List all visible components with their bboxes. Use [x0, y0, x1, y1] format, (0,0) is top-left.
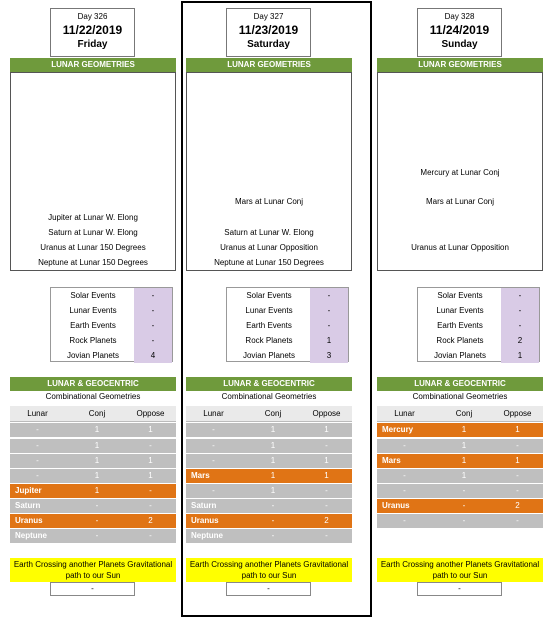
cell-conj: 1 — [270, 425, 276, 434]
cell-lunar: Uranus — [15, 516, 43, 525]
lunar-geometry-item: Uranus at Lunar Opposition — [411, 243, 509, 252]
event-count: 4 — [134, 348, 172, 363]
event-label: Rock Planets — [245, 336, 293, 345]
table-header — [377, 406, 543, 422]
cell-oppose: - — [325, 501, 328, 510]
earth-crossing-value[interactable]: - — [50, 582, 135, 596]
day-weekday: Friday — [77, 39, 108, 50]
cell-conj: - — [95, 531, 99, 540]
table-row[interactable] — [10, 423, 176, 437]
day-weekday: Sunday — [441, 39, 478, 50]
table-row[interactable] — [10, 454, 176, 468]
table-row[interactable] — [377, 423, 543, 437]
cell-conj: - — [271, 516, 275, 525]
table-row[interactable] — [10, 514, 176, 528]
cell-oppose: - — [516, 441, 519, 450]
earth-crossing-note: Earth Crossing another Planets Gravitational path to our Sun — [186, 558, 352, 582]
header-lunar: Lunar — [203, 409, 224, 418]
combinational-title: Combinational Geometries — [412, 392, 508, 401]
combinational-title: Combinational Geometries — [221, 392, 317, 401]
cell-conj: 1 — [461, 441, 467, 450]
table-row[interactable] — [186, 469, 352, 483]
geocentric-bar: LUNAR & GEOCENTRIC — [10, 377, 176, 391]
event-count: 1 — [310, 333, 348, 348]
day-header[interactable] — [50, 8, 135, 57]
table-header — [186, 406, 352, 422]
cell-oppose: - — [325, 486, 328, 495]
cell-conj: - — [462, 486, 466, 495]
table-row[interactable] — [10, 499, 176, 513]
event-label: Lunar Events — [245, 306, 293, 315]
cell-oppose: - — [516, 471, 519, 480]
event-row — [418, 348, 539, 363]
cell-lunar: Neptune — [191, 531, 223, 540]
geocentric-bar: LUNAR & GEOCENTRIC — [377, 377, 543, 391]
cell-lunar: Mercury — [382, 425, 414, 434]
day-number: Day 328 — [444, 12, 475, 21]
event-count: 3 — [310, 348, 348, 363]
event-label: Jovian Planets — [66, 351, 120, 360]
cell-lunar: Mars — [382, 456, 401, 465]
lunar-geometry-item: Uranus at Lunar Opposition — [220, 243, 318, 252]
events-summary — [417, 287, 540, 362]
event-count: - — [310, 318, 348, 333]
event-label: Rock Planets — [436, 336, 484, 345]
cell-lunar: Uranus — [191, 516, 219, 525]
table-row[interactable] — [186, 439, 352, 453]
cell-lunar: - — [36, 471, 39, 480]
table-row[interactable] — [186, 454, 352, 468]
event-label: Jovian Planets — [242, 351, 296, 360]
header-oppose: Oppose — [503, 409, 532, 418]
earth-crossing-note: Earth Crossing another Planets Gravitational path to our Sun — [377, 558, 543, 582]
header-oppose: Oppose — [312, 409, 341, 418]
table-row[interactable] — [186, 529, 352, 543]
event-row — [227, 348, 348, 363]
cell-lunar: - — [403, 516, 406, 525]
day-number: Day 327 — [253, 12, 284, 21]
day-number: Day 326 — [77, 12, 108, 21]
cell-oppose: 1 — [515, 425, 520, 434]
lunar-geometry-item: Saturn at Lunar W. Elong — [48, 228, 138, 237]
cell-conj: - — [271, 501, 275, 510]
cell-lunar: - — [36, 425, 39, 434]
cell-oppose: 2 — [515, 501, 520, 510]
event-row — [227, 333, 348, 348]
cell-conj: 1 — [461, 425, 467, 434]
event-count: - — [501, 288, 539, 303]
table-row[interactable] — [377, 454, 543, 468]
day-column-2[interactable] — [377, 0, 543, 620]
cell-oppose: 1 — [515, 456, 520, 465]
cell-conj: 1 — [94, 471, 100, 480]
lunar-geometries-bar: LUNAR GEOMETRIES — [377, 58, 543, 72]
cell-oppose: 1 — [148, 471, 153, 480]
table-row[interactable] — [377, 469, 543, 483]
cell-conj: 1 — [270, 456, 276, 465]
cell-conj: 1 — [461, 471, 467, 480]
event-label: Jovian Planets — [433, 351, 487, 360]
event-row — [51, 333, 172, 348]
cell-lunar: Uranus — [382, 501, 410, 510]
event-row — [418, 318, 539, 333]
table-row[interactable] — [377, 514, 543, 528]
table-row[interactable] — [377, 484, 543, 498]
earth-crossing-note: Earth Crossing another Planets Gravitational path to our Sun — [10, 558, 176, 582]
event-count: - — [134, 333, 172, 348]
table-row[interactable] — [10, 484, 176, 498]
table-header — [10, 406, 176, 422]
cell-conj: 1 — [94, 441, 100, 450]
event-count: - — [310, 288, 348, 303]
cell-conj: - — [271, 531, 275, 540]
cell-lunar: - — [212, 486, 215, 495]
day-column-0[interactable] — [10, 0, 176, 620]
combinational-title: Combinational Geometries — [45, 392, 141, 401]
event-row — [418, 288, 539, 303]
lunar-geometry-item: Neptune at Lunar 150 Degrees — [38, 258, 148, 267]
event-label: Solar Events — [70, 291, 116, 300]
table-row[interactable] — [377, 439, 543, 453]
table-row[interactable] — [186, 423, 352, 437]
events-summary — [226, 287, 349, 362]
event-row — [51, 318, 172, 333]
cell-conj: - — [462, 516, 466, 525]
table-row[interactable] — [10, 469, 176, 483]
event-row — [51, 348, 172, 363]
event-label: Rock Planets — [69, 336, 117, 345]
day-date: 11/23/2019 — [238, 23, 299, 37]
event-row — [418, 333, 539, 348]
cell-lunar: Jupiter — [15, 486, 42, 495]
cell-oppose: - — [149, 441, 152, 450]
cell-conj: - — [95, 516, 99, 525]
table-row[interactable] — [186, 484, 352, 498]
event-row — [51, 288, 172, 303]
cell-conj: - — [462, 501, 466, 510]
cell-lunar: Neptune — [15, 531, 47, 540]
cell-conj: 1 — [94, 486, 100, 495]
cell-lunar: - — [212, 441, 215, 450]
table-row[interactable] — [10, 529, 176, 543]
cell-lunar: - — [36, 456, 39, 465]
cell-oppose: - — [149, 486, 152, 495]
event-label: Earth Events — [70, 321, 116, 330]
cell-lunar: - — [36, 441, 39, 450]
event-count: - — [134, 318, 172, 333]
table-row[interactable] — [377, 499, 543, 513]
header-lunar: Lunar — [27, 409, 48, 418]
day-header[interactable] — [417, 8, 502, 57]
cell-oppose: - — [516, 486, 519, 495]
event-count: - — [501, 318, 539, 333]
day-header[interactable] — [226, 8, 311, 57]
lunar-geometry-item: Uranus at Lunar 150 Degrees — [40, 243, 146, 252]
lunar-geometry-item: Mars at Lunar Conj — [234, 197, 304, 206]
table-row[interactable] — [186, 499, 352, 513]
event-count: - — [310, 303, 348, 318]
cell-lunar: Mars — [191, 471, 210, 480]
cell-lunar: - — [212, 456, 215, 465]
cell-conj: 1 — [270, 486, 276, 495]
event-count: 2 — [501, 333, 539, 348]
lunar-geometry-item: Mars at Lunar Conj — [425, 197, 495, 206]
lunar-geometries-panel — [10, 72, 176, 271]
event-row — [51, 303, 172, 318]
cell-oppose: - — [325, 531, 328, 540]
header-conj: Conj — [455, 409, 473, 418]
lunar-geometry-item: Mercury at Lunar Conj — [420, 168, 500, 177]
day-column-1[interactable] — [186, 0, 352, 620]
cell-oppose: - — [325, 441, 328, 450]
day-date: 11/22/2019 — [62, 23, 123, 37]
cell-oppose: 1 — [324, 471, 329, 480]
cell-conj: 1 — [94, 456, 100, 465]
cell-oppose: - — [149, 531, 152, 540]
cell-lunar: - — [403, 441, 406, 450]
cell-lunar: Saturn — [15, 501, 41, 510]
cell-oppose: - — [149, 501, 152, 510]
event-label: Solar Events — [246, 291, 292, 300]
lunar-geometry-item: Saturn at Lunar W. Elong — [224, 228, 314, 237]
event-row — [418, 303, 539, 318]
cell-lunar: Saturn — [191, 501, 217, 510]
table-row[interactable] — [186, 514, 352, 528]
table-row[interactable] — [10, 439, 176, 453]
events-summary — [50, 287, 173, 362]
cell-oppose: 1 — [324, 425, 329, 434]
event-count: - — [501, 303, 539, 318]
day-date: 11/24/2019 — [429, 23, 490, 37]
lunar-geometry-item: Jupiter at Lunar W. Elong — [48, 213, 138, 222]
cell-oppose: 1 — [148, 456, 153, 465]
header-conj: Conj — [264, 409, 282, 418]
event-row — [227, 303, 348, 318]
geocentric-bar: LUNAR & GEOCENTRIC — [186, 377, 352, 391]
cell-oppose: 2 — [148, 516, 153, 525]
cell-conj: 1 — [270, 471, 276, 480]
cell-oppose: 1 — [148, 425, 153, 434]
cell-lunar: - — [403, 486, 406, 495]
lunar-geometries-panel — [186, 72, 352, 271]
event-row — [227, 318, 348, 333]
cell-oppose: 2 — [324, 516, 329, 525]
earth-crossing-value[interactable]: - — [226, 582, 311, 596]
cell-conj: 1 — [94, 425, 100, 434]
cell-conj: 1 — [461, 456, 467, 465]
cell-conj: - — [95, 501, 99, 510]
cell-lunar: - — [403, 471, 406, 480]
cell-conj: 1 — [270, 441, 276, 450]
header-lunar: Lunar — [394, 409, 415, 418]
event-label: Lunar Events — [436, 306, 484, 315]
cell-oppose: 1 — [324, 456, 329, 465]
lunar-geometries-panel — [377, 72, 543, 271]
day-weekday: Saturday — [247, 39, 290, 50]
header-oppose: Oppose — [136, 409, 165, 418]
event-label: Earth Events — [437, 321, 483, 330]
event-count: - — [134, 288, 172, 303]
cell-lunar: - — [212, 425, 215, 434]
cell-oppose: - — [516, 516, 519, 525]
event-label: Solar Events — [437, 291, 483, 300]
lunar-geometries-bar: LUNAR GEOMETRIES — [186, 58, 352, 72]
event-label: Earth Events — [246, 321, 292, 330]
event-row — [227, 288, 348, 303]
lunar-geometries-bar: LUNAR GEOMETRIES — [10, 58, 176, 72]
header-conj: Conj — [88, 409, 106, 418]
event-count: - — [134, 303, 172, 318]
event-label: Lunar Events — [69, 306, 117, 315]
lunar-geometry-item: Neptune at Lunar 150 Degrees — [214, 258, 324, 267]
event-count: 1 — [501, 348, 539, 363]
earth-crossing-value[interactable]: - — [417, 582, 502, 596]
